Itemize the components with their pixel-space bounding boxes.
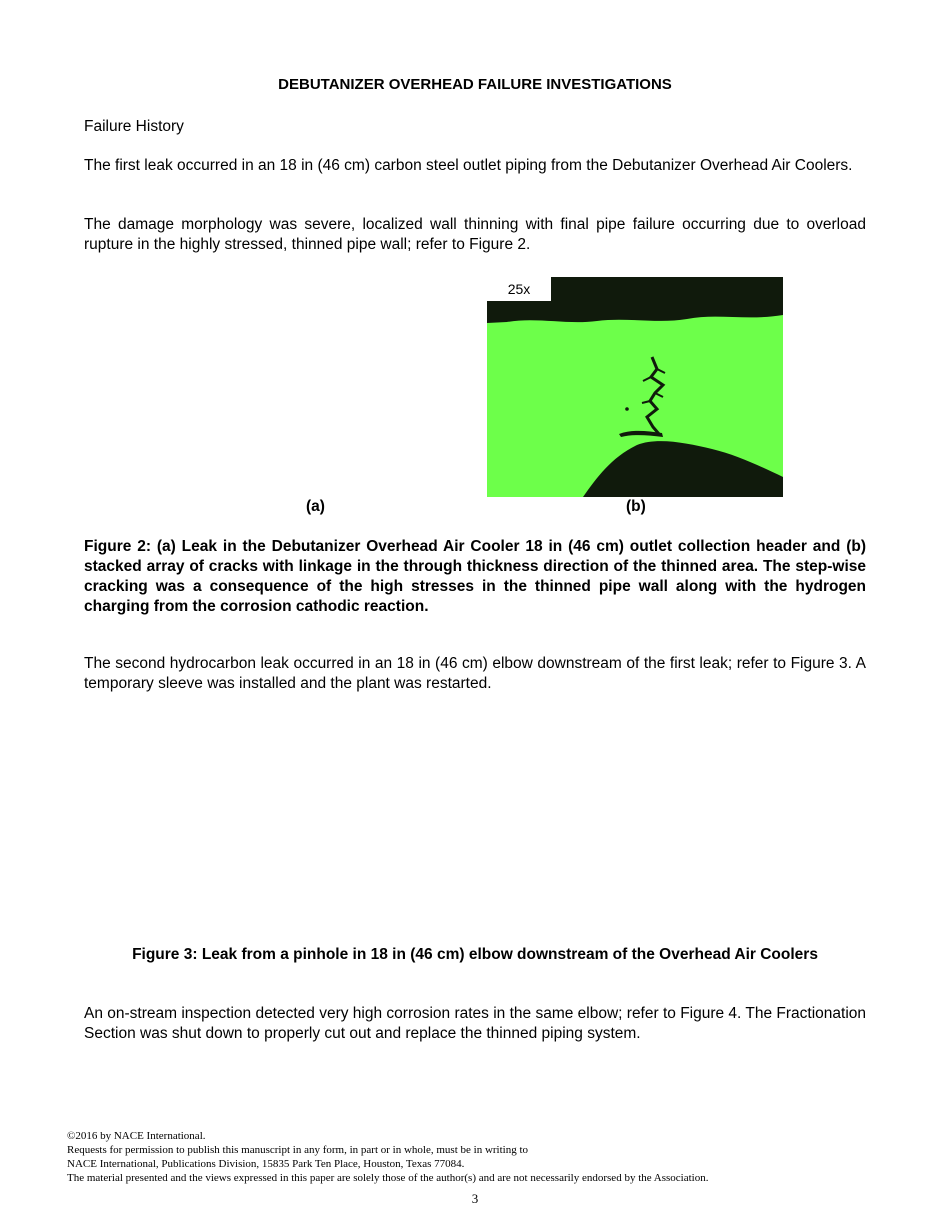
figure2-label-a: (a) — [306, 498, 325, 515]
paragraph-first-leak: The first leak occurred in an 18 in (46 cm) carbon steel outlet piping from the Debutanizer Overhead Air Coolers. — [84, 157, 853, 174]
paragraph-damage-morphology: The damage morphology was severe, localized wall thinning with final pipe failure occurring due to overload rupture in the highly stressed, thinned pipe wall; refer to Figure 2. — [84, 216, 866, 253]
crack-micrograph-graphic — [487, 277, 783, 497]
copyright-footer — [67, 1129, 867, 1185]
footer-disclaimer: The material presented and the views expressed in this paper are solely those of the author(s) and are not necessarily endorsed by the Association. — [67, 1172, 709, 1184]
figure2-caption: Figure 2: (a) Leak in the Debutanizer Overhead Air Cooler 18 in (46 cm) outlet collection header and (b) stacked array of cracks with linkage in the through thickness direction of the thinned area. The step-wise cracking was a consequence of the high stresses in the thinned pipe wall along with the hydrogen charging from the corrosion cathodic reaction. — [84, 538, 866, 615]
paragraph-second-leak: The second hydrocarbon leak occurred in an 18 in (46 cm) elbow downstream of the first leak; refer to Figure 3. A temporary sleeve was installed and the plant was restarted. — [84, 655, 866, 692]
figure3-caption: Figure 3: Leak from a pinhole in 18 in (46 cm) elbow downstream of the Overhead Air Coolers — [132, 946, 818, 963]
footer-copyright: ©2016 by NACE International. — [67, 1130, 206, 1142]
document-heading: DEBUTANIZER OVERHEAD FAILURE INVESTIGATIONS — [278, 76, 672, 93]
section-title: Failure History — [84, 118, 184, 135]
magnification-label: 25x — [487, 277, 551, 301]
footer-permission: Requests for permission to publish this manuscript in any form, in part or in whole, must be in writing to — [67, 1144, 529, 1156]
paragraph-inspection: An on-stream inspection detected very high corrosion rates in the same elbow; refer to Figure 4. The Fractionation Section was shut down to properly cut out and replace the thinned piping system. — [84, 1005, 867, 1042]
footer-address: NACE International, Publications Division, 15835 Park Ten Place, Houston, Texas 77084. — [67, 1158, 465, 1170]
micrograph-image — [487, 277, 783, 497]
figure2-label-b: (b) — [626, 498, 646, 515]
page-number: 3 — [471, 1191, 479, 1206]
